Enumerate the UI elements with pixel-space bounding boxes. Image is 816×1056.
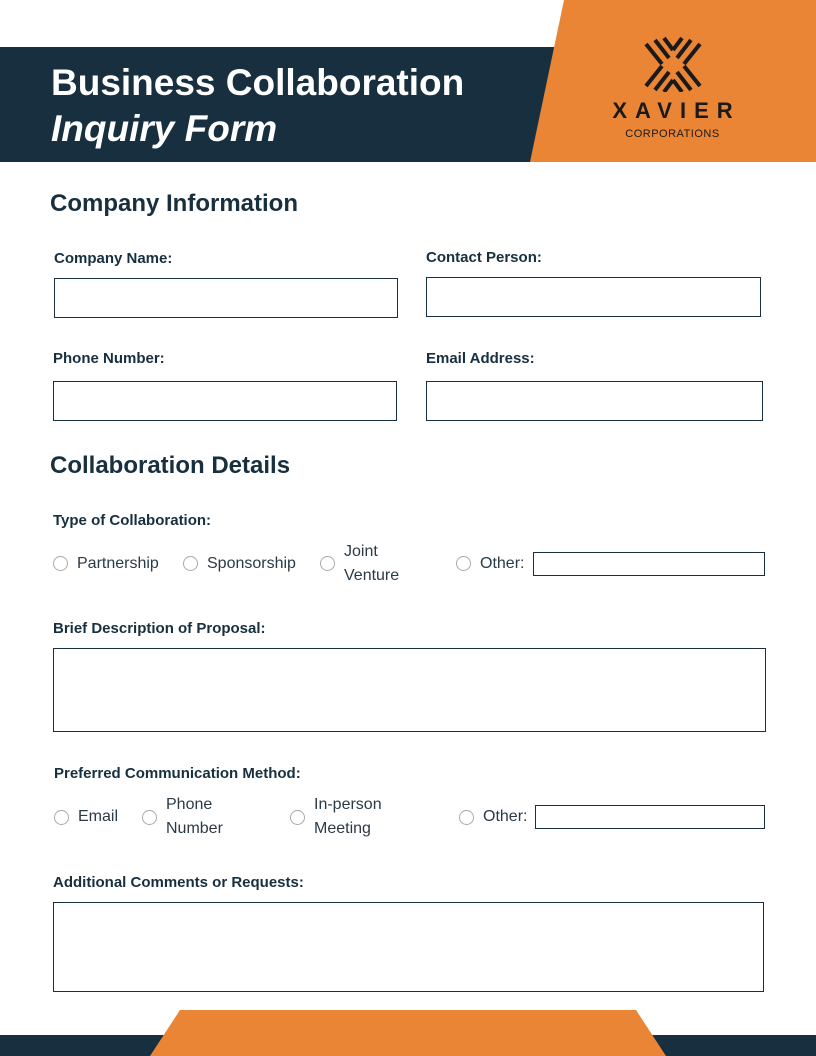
phone-number-label: Phone Number: <box>53 350 165 367</box>
in-person-meeting-option-label: In-person Meeting <box>314 796 382 837</box>
page-title <box>51 60 464 152</box>
email-address-label: Email Address: <box>426 350 535 367</box>
company-logo <box>600 36 745 140</box>
logo-subtitle: CORPORATIONS <box>625 128 720 140</box>
other-collaboration-label: Other: <box>480 555 525 572</box>
partnership-option-label: Partnership <box>77 555 159 572</box>
xavier-logo-icon <box>642 36 704 92</box>
company-name-field[interactable] <box>54 278 398 318</box>
email-option-label: Email <box>78 808 119 825</box>
other-collaboration-radio[interactable] <box>456 556 471 571</box>
other-communication-radio[interactable] <box>459 810 474 825</box>
contact-person-label: Contact Person: <box>426 249 542 266</box>
email-radio[interactable] <box>54 810 69 825</box>
logo-wordmark: XAVIER <box>612 98 741 123</box>
joint-venture-option-label: Joint Venture <box>344 543 400 584</box>
other-communication-field[interactable] <box>535 805 765 829</box>
collaboration-type-label: Type of Collaboration: <box>53 512 212 529</box>
proposal-description-textarea[interactable] <box>53 648 766 732</box>
in-person-meeting-radio[interactable] <box>290 810 305 825</box>
additional-comments-label: Additional Comments or Requests: <box>53 874 304 891</box>
joint-venture-radio[interactable] <box>320 556 335 571</box>
other-communication-label: Other: <box>483 808 528 825</box>
company-name-label: Company Name: <box>54 250 173 267</box>
collaboration-details-heading: Collaboration Details <box>50 452 291 479</box>
partnership-radio[interactable] <box>53 556 68 571</box>
proposal-description-label: Brief Description of Proposal: <box>53 620 266 637</box>
communication-method-label: Preferred Communication Method: <box>54 765 301 782</box>
sponsorship-radio[interactable] <box>183 556 198 571</box>
phone-number-option-label: Phone Number <box>166 796 223 837</box>
other-collaboration-field[interactable] <box>533 552 765 576</box>
title-line-1: Business Collaboration <box>51 62 465 103</box>
company-info-heading: Company Information <box>50 190 299 217</box>
contact-person-field[interactable] <box>426 277 761 317</box>
phone-number-radio[interactable] <box>142 810 157 825</box>
phone-number-field[interactable] <box>53 381 397 421</box>
sponsorship-option-label: Sponsorship <box>207 555 296 572</box>
email-address-field[interactable] <box>426 381 763 421</box>
title-line-2: Inquiry Form <box>51 108 278 149</box>
footer-accent <box>150 1010 666 1056</box>
additional-comments-textarea[interactable] <box>53 902 764 992</box>
